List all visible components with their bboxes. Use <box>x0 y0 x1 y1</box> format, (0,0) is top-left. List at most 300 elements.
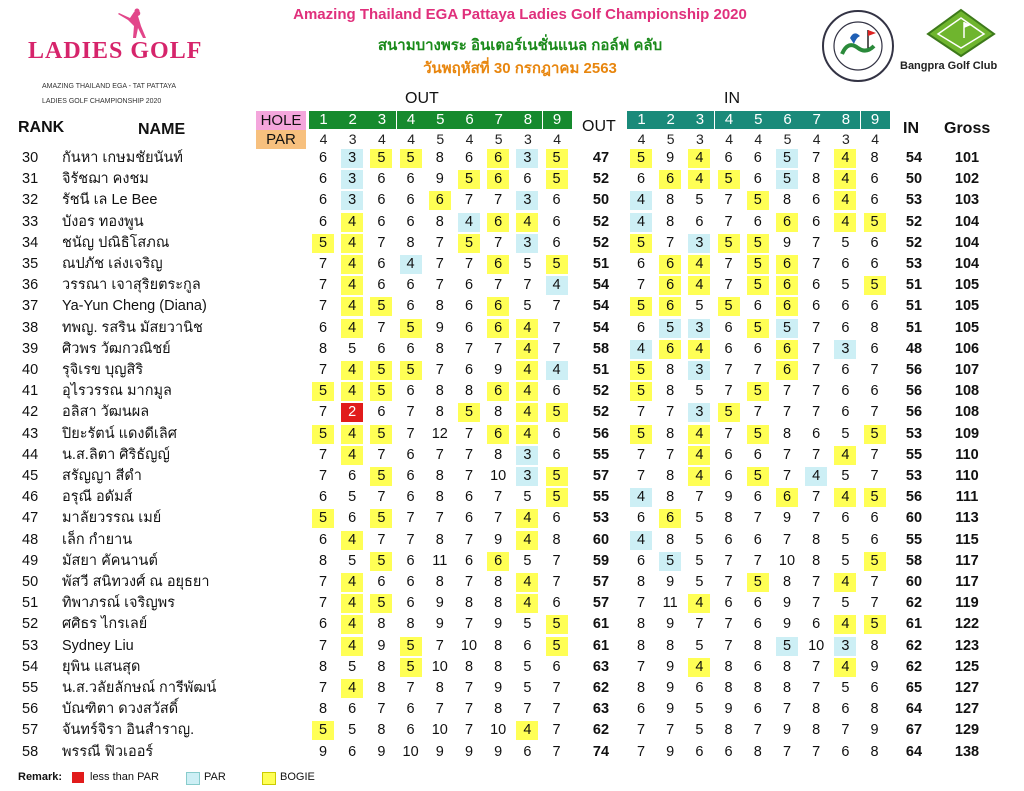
score-cell: 6 <box>753 489 762 506</box>
bangpra-logo <box>900 8 1022 78</box>
gross-cell: 101 <box>954 150 980 166</box>
gross-cell: 104 <box>954 213 980 230</box>
score-cell: 8 <box>666 383 675 400</box>
gross-cell: 113 <box>955 510 979 527</box>
hole-number: 6 <box>455 111 484 129</box>
gross-cell: 104 <box>954 234 980 251</box>
score-cell: 6 <box>724 743 733 760</box>
hole-number: 3 <box>685 111 714 129</box>
gross-cell: 109 <box>954 425 980 442</box>
score-cell: 8 <box>724 510 733 527</box>
score-cell: 7 <box>377 701 386 718</box>
out-total-cell: 63 <box>592 701 610 718</box>
player-name: อรุณี อดัมส์ <box>62 489 133 506</box>
score-cell: 5 <box>747 276 769 295</box>
score-cell: 4 <box>341 615 363 634</box>
score-cell: 4 <box>516 340 538 359</box>
out-total-cell: 52 <box>592 171 610 188</box>
score-cell: 4 <box>805 467 827 486</box>
score-cell: 9 <box>464 743 474 760</box>
score-cell: 7 <box>695 616 704 633</box>
score-cell: 8 <box>435 574 444 590</box>
score-cell: 7 <box>812 150 821 166</box>
in-total-cell: 60 <box>905 574 923 590</box>
score-cell: 4 <box>688 170 710 189</box>
score-cell: 5 <box>695 552 704 569</box>
score-cell: 4 <box>341 382 363 401</box>
gross-cell: 138 <box>954 743 980 760</box>
score-cell: 3 <box>688 361 710 380</box>
score-cell: 4 <box>688 276 710 295</box>
score-cell: 4 <box>341 234 363 253</box>
player-name: ทพญ. รสริน มัสยวานิช <box>62 319 203 336</box>
score-cell: 8 <box>724 722 733 739</box>
score-cell: 4 <box>341 573 363 592</box>
score-cell: 6 <box>724 531 733 548</box>
in-total-cell: 65 <box>905 680 923 696</box>
score-cell: 9 <box>782 510 792 527</box>
score-cell: 8 <box>666 489 675 506</box>
score-cell: 7 <box>636 468 646 484</box>
score-cell: 6 <box>724 468 733 484</box>
score-cell: 7 <box>318 362 328 378</box>
table-row <box>0 487 1024 508</box>
score-cell: 7 <box>494 510 503 527</box>
score-cell: 7 <box>464 701 474 718</box>
score-cell: 5 <box>695 722 704 739</box>
score-cell: 8 <box>377 658 386 675</box>
score-cell: 9 <box>494 616 503 633</box>
score-cell: 6 <box>841 404 850 421</box>
player-name: มาลัยวรรณ เมย์ <box>62 510 162 527</box>
score-cell: 6 <box>406 468 415 484</box>
score-cell: 7 <box>666 722 675 739</box>
score-cell: 6 <box>318 192 328 209</box>
score-cell: 7 <box>812 574 821 590</box>
score-cell: 7 <box>464 192 474 209</box>
score-cell: 7 <box>494 234 503 251</box>
score-cell: 5 <box>312 234 334 253</box>
score-cell: 3 <box>516 467 538 486</box>
score-cell: 4 <box>341 594 363 613</box>
out-total-cell: 57 <box>592 574 610 590</box>
score-cell: 6 <box>753 150 762 166</box>
score-cell: 10 <box>402 743 419 760</box>
score-cell: 4 <box>688 255 710 274</box>
score-cell: 5 <box>546 255 568 274</box>
out-total-cell: 51 <box>592 362 610 378</box>
gross-header: Gross <box>944 120 991 137</box>
score-cell: 3 <box>341 149 363 168</box>
score-cell: 6 <box>552 510 561 527</box>
par-value: 4 <box>377 131 386 147</box>
score-cell: 7 <box>782 383 792 400</box>
rank-cell: 54 <box>22 658 39 675</box>
par-label: PAR <box>256 130 306 149</box>
score-cell: 8 <box>435 298 444 315</box>
score-cell: 5 <box>400 149 422 168</box>
score-cell: 4 <box>834 488 856 507</box>
score-cell: 7 <box>753 722 762 739</box>
score-cell: 6 <box>659 276 681 295</box>
score-cell: 9 <box>435 171 444 188</box>
score-cell: 7 <box>377 489 386 506</box>
under-par-legend: less than PAR <box>90 771 159 783</box>
score-cell: 3 <box>516 191 538 210</box>
score-cell: 7 <box>435 277 444 294</box>
score-cell: 7 <box>552 319 561 336</box>
score-cell: 7 <box>523 277 532 294</box>
score-cell: 7 <box>406 404 415 421</box>
score-cell: 6 <box>523 743 532 760</box>
score-cell: 7 <box>435 256 444 272</box>
par-value: 3 <box>695 131 704 147</box>
score-cell: 6 <box>776 361 798 380</box>
out-total-cell: 57 <box>592 595 610 612</box>
score-cell: 8 <box>435 213 444 230</box>
table-row <box>0 614 1024 635</box>
venue-title: สนามบางพระ อินเตอร์เนชั่นแนล กอล์ฟ คลับ <box>377 37 663 54</box>
gross-cell: 127 <box>954 680 980 696</box>
score-cell: 6 <box>523 637 532 654</box>
rank-cell: 57 <box>22 722 39 739</box>
score-cell: 7 <box>377 531 386 548</box>
score-cell: 4 <box>630 488 652 507</box>
table-row <box>0 296 1024 317</box>
par-value: 4 <box>465 131 474 147</box>
score-cell: 5 <box>776 170 798 189</box>
score-cell: 5 <box>747 234 769 253</box>
score-cell: 6 <box>523 171 532 188</box>
gross-cell: 119 <box>955 595 979 612</box>
score-cell: 4 <box>516 403 538 422</box>
score-cell: 5 <box>523 616 532 633</box>
score-cell: 5 <box>695 383 704 400</box>
in-total-cell: 51 <box>905 277 923 294</box>
score-cell: 8 <box>812 552 821 569</box>
score-cell: 7 <box>753 404 762 421</box>
score-cell: 7 <box>812 234 821 251</box>
bogie-legend: BOGIE <box>280 771 315 783</box>
score-cell: 8 <box>435 468 444 484</box>
score-cell: 5 <box>630 297 652 316</box>
score-cell: 4 <box>688 340 710 359</box>
score-cell: 6 <box>659 340 681 359</box>
gross-cell: 110 <box>955 468 979 484</box>
score-cell: 5 <box>370 552 392 571</box>
score-cell: 4 <box>630 340 652 359</box>
score-cell: 6 <box>406 595 415 612</box>
in-total-cell: 60 <box>905 510 923 527</box>
remark-label: Remark: <box>18 771 63 783</box>
score-cell: 7 <box>552 298 561 315</box>
score-cell: 6 <box>318 531 328 548</box>
score-cell: 8 <box>753 637 762 654</box>
score-cell: 5 <box>546 170 568 189</box>
score-cell: 5 <box>747 191 769 210</box>
table-row <box>0 402 1024 423</box>
player-name: อลิสา วัฒนผล <box>62 404 150 421</box>
score-cell: 6 <box>377 340 386 357</box>
score-cell: 9 <box>494 680 503 696</box>
score-cell: 9 <box>435 319 444 336</box>
score-cell: 5 <box>841 552 850 569</box>
score-cell: 8 <box>377 680 386 696</box>
score-cell: 5 <box>348 489 357 506</box>
score-cell: 6 <box>659 297 681 316</box>
score-cell: 5 <box>841 425 850 442</box>
score-cell: 8 <box>753 680 762 696</box>
score-cell: 6 <box>636 510 646 527</box>
score-cell: 6 <box>406 213 415 230</box>
table-row <box>0 212 1024 233</box>
score-cell: 7 <box>464 340 474 357</box>
score-cell: 4 <box>341 679 363 698</box>
hole-number: 1 <box>627 111 656 129</box>
score-cell: 6 <box>776 488 798 507</box>
score-cell: 7 <box>377 446 386 463</box>
rank-cell: 46 <box>22 489 39 506</box>
in-total-cell: 62 <box>905 658 923 675</box>
score-cell: 4 <box>834 446 856 465</box>
score-cell: 6 <box>406 171 415 188</box>
score-cell: 10 <box>808 637 825 654</box>
score-cell: 4 <box>341 637 363 656</box>
par-value: 5 <box>783 131 792 147</box>
score-cell: 6 <box>636 319 646 336</box>
score-cell: 6 <box>552 234 561 251</box>
score-cell: 4 <box>688 594 710 613</box>
score-cell: 7 <box>318 277 328 294</box>
score-cell: 7 <box>782 743 792 760</box>
score-cell: 9 <box>494 531 503 548</box>
score-cell: 7 <box>552 743 561 760</box>
bangpra-name: Bangpra Golf Club <box>900 60 998 72</box>
score-cell: 5 <box>630 149 652 168</box>
score-cell: 7 <box>753 362 762 378</box>
score-cell: 12 <box>431 425 448 442</box>
score-cell: 7 <box>724 362 733 378</box>
player-name: รุจิเรข บุญสิริ <box>62 362 144 378</box>
score-cell: 7 <box>666 234 675 251</box>
out-total-cell: 60 <box>592 531 610 548</box>
out-group-label: OUT <box>405 90 439 107</box>
table-row <box>0 720 1024 741</box>
score-cell: 10 <box>431 722 448 739</box>
score-cell: 6 <box>406 192 415 209</box>
score-cell: 8 <box>812 722 821 739</box>
score-cell: 6 <box>695 680 704 696</box>
in-total-cell: 55 <box>905 446 923 463</box>
in-total-cell: 61 <box>905 616 923 633</box>
score-cell: 5 <box>348 552 357 569</box>
par-value: 4 <box>319 131 328 147</box>
table-row <box>0 445 1024 466</box>
score-cell: 9 <box>435 743 444 760</box>
player-name: น.ส.ลิตา ศิริธัญญ์ <box>62 446 170 463</box>
score-cell: 7 <box>377 319 386 336</box>
out-total-cell: 61 <box>592 616 610 633</box>
in-total-cell: 50 <box>905 171 923 188</box>
table-row <box>0 530 1024 551</box>
score-cell: 6 <box>487 319 509 338</box>
score-cell: 8 <box>812 701 821 718</box>
score-cell: 4 <box>688 149 710 168</box>
score-cell: 4 <box>516 425 538 444</box>
score-cell: 9 <box>782 234 792 251</box>
score-cell: 5 <box>546 615 568 634</box>
score-cell: 5 <box>841 234 850 251</box>
score-cell: 6 <box>464 489 474 506</box>
score-cell: 7 <box>870 468 879 484</box>
score-cell: 5 <box>312 509 334 528</box>
score-cell: 4 <box>516 361 538 380</box>
score-cell: 8 <box>318 701 328 718</box>
score-cell: 7 <box>318 446 328 463</box>
score-cell: 7 <box>406 531 415 548</box>
score-cell: 3 <box>834 340 856 359</box>
score-cell: 5 <box>312 425 334 444</box>
score-cell: 8 <box>406 234 415 251</box>
score-cell: 5 <box>747 382 769 401</box>
score-cell: 7 <box>464 256 474 272</box>
table-row <box>0 466 1024 487</box>
score-cell: 5 <box>523 256 532 272</box>
rank-cell: 31 <box>22 171 39 188</box>
score-cell: 8 <box>435 404 444 421</box>
score-cell: 7 <box>318 595 328 612</box>
score-cell: 7 <box>636 595 646 612</box>
score-cell: 8 <box>435 340 444 357</box>
score-cell: 8 <box>318 552 328 569</box>
score-cell: 6 <box>753 595 762 612</box>
player-name: รัชนี เล Le Bee <box>62 192 158 209</box>
score-cell: 7 <box>318 256 328 272</box>
score-cell: 6 <box>841 383 850 400</box>
score-cell: 5 <box>776 637 798 656</box>
score-cell: 6 <box>870 383 879 400</box>
score-cell: 5 <box>630 234 652 253</box>
score-cell: 6 <box>776 297 798 316</box>
score-cell: 7 <box>636 722 646 739</box>
score-cell: 5 <box>312 721 334 740</box>
rank-cell: 44 <box>22 446 39 463</box>
score-cell: 5 <box>523 552 532 569</box>
score-cell: 7 <box>753 552 762 569</box>
score-cell: 9 <box>377 637 386 654</box>
score-cell: 7 <box>666 446 675 463</box>
score-cell: 6 <box>487 552 509 571</box>
hole-number: 4 <box>397 111 426 129</box>
in-total-cell: 55 <box>905 531 923 548</box>
player-name: จิรัชฌา คงชม <box>62 171 149 188</box>
score-cell: 5 <box>370 149 392 168</box>
score-cell: 6 <box>776 276 798 295</box>
score-cell: 9 <box>870 722 879 739</box>
score-cell: 8 <box>666 531 675 548</box>
score-cell: 5 <box>630 361 652 380</box>
score-cell: 8 <box>464 595 474 612</box>
out-total-header: OUT <box>582 118 616 135</box>
out-total-cell: 54 <box>592 277 610 294</box>
score-cell: 6 <box>406 552 415 569</box>
score-cell: 5 <box>458 403 480 422</box>
score-cell: 6 <box>487 170 509 189</box>
score-cell: 6 <box>552 213 561 230</box>
score-cell: 6 <box>870 256 879 272</box>
score-cell: 7 <box>636 658 646 675</box>
score-cell: 7 <box>464 468 474 484</box>
gross-cell: 102 <box>954 171 980 188</box>
score-cell: 6 <box>429 191 451 210</box>
out-total-cell: 54 <box>592 319 610 336</box>
score-cell: 6 <box>724 595 733 612</box>
score-cell: 6 <box>552 658 561 675</box>
score-cell: 7 <box>464 616 474 633</box>
score-cell: 9 <box>724 701 733 718</box>
score-cell: 8 <box>870 150 879 166</box>
gross-cell: 103 <box>954 192 980 209</box>
score-cell: 4 <box>834 170 856 189</box>
score-cell: 7 <box>724 574 733 590</box>
score-cell: 6 <box>406 277 415 294</box>
score-cell: 7 <box>464 680 474 696</box>
rank-cell: 32 <box>22 192 39 209</box>
rank-cell: 40 <box>22 362 39 378</box>
score-cell: 6 <box>552 425 561 442</box>
out-total-cell: 52 <box>592 404 610 421</box>
score-cell: 8 <box>435 680 444 696</box>
score-cell: 6 <box>318 171 328 188</box>
player-name: บังอร ทองพูน <box>62 213 144 230</box>
score-cell: 8 <box>666 468 675 484</box>
score-cell: 7 <box>695 489 704 506</box>
score-cell: 8 <box>666 192 675 209</box>
score-cell: 8 <box>782 658 792 675</box>
player-name: พัสวี สนิทวงศ์ ณ อยุธยา <box>62 574 210 590</box>
score-cell: 5 <box>841 680 850 696</box>
score-cell: 4 <box>341 531 363 550</box>
out-total-cell: 50 <box>592 192 610 209</box>
score-cell: 4 <box>688 467 710 486</box>
score-cell: 6 <box>812 298 821 315</box>
in-total-header: IN <box>903 120 919 137</box>
score-cell: 4 <box>341 255 363 274</box>
score-cell: 5 <box>841 277 850 294</box>
score-cell: 8 <box>782 574 792 590</box>
table-row <box>0 551 1024 572</box>
hole-number: 9 <box>543 111 572 129</box>
score-cell: 5 <box>864 552 886 571</box>
score-cell: 7 <box>636 446 646 463</box>
player-name: Ya-Yun Cheng (Diana) <box>62 298 207 315</box>
score-cell: 7 <box>724 192 733 209</box>
score-cell: 5 <box>370 361 392 380</box>
score-cell: 7 <box>435 510 444 527</box>
score-cell: 7 <box>435 637 444 654</box>
score-cell: 6 <box>659 170 681 189</box>
score-cell: 8 <box>435 489 444 506</box>
hole-number: 8 <box>831 111 860 129</box>
score-cell: 4 <box>516 509 538 528</box>
score-cell: 9 <box>666 743 675 760</box>
score-cell: 7 <box>552 574 561 590</box>
score-cell: 7 <box>812 680 821 696</box>
score-cell: 6 <box>406 298 415 315</box>
player-name: เล็ก กำยาน <box>62 531 133 548</box>
score-cell: 7 <box>812 340 821 357</box>
score-cell: 7 <box>636 277 646 294</box>
